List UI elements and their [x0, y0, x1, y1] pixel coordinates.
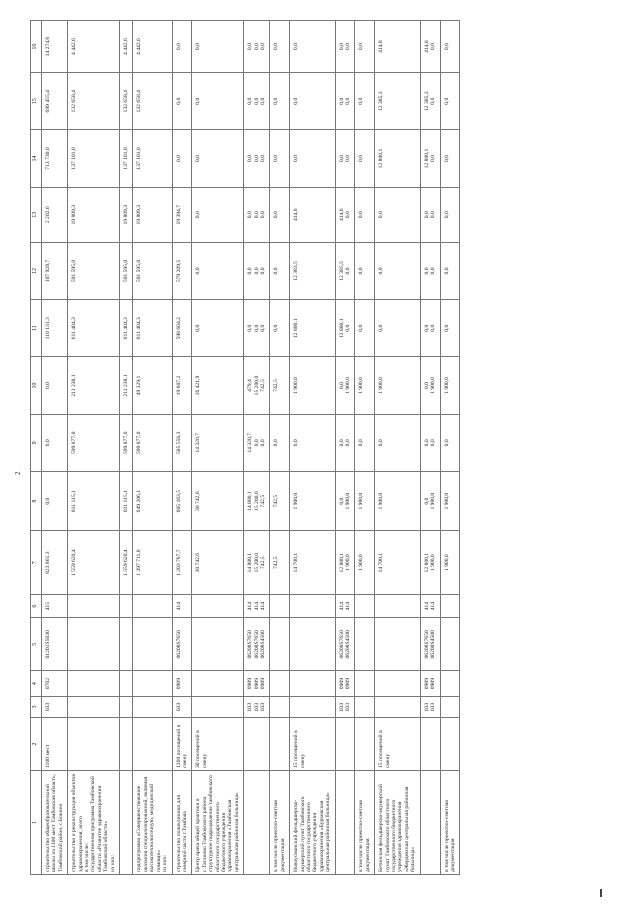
total-cost-cell: 1 559 620,4	[120, 531, 133, 595]
object-name-cell: в том числе проектно-сметная документация	[270, 771, 290, 875]
period-1-total-cell: 811 115,1	[120, 471, 133, 530]
period-1-federal-cell: 585 556,3	[172, 414, 192, 471]
column-number: 6	[31, 595, 42, 618]
total-cost-cell: 823 861,3	[42, 531, 68, 595]
period-2-federal-cell: 0,0	[192, 242, 244, 299]
period-2-federal-cell: 0,0	[270, 242, 290, 299]
period-3-total-cell: 137 101,0	[120, 130, 133, 187]
period-2-total-cell: 12 800,1 0,0	[335, 300, 355, 357]
section-code-cell	[270, 671, 290, 696]
ministry-code-cell	[192, 696, 244, 717]
period-3-regional-cell: 4 442,6	[133, 21, 172, 73]
column-number: 15	[31, 73, 42, 130]
period-2-federal-cell: 12 385,5 0,0	[335, 242, 355, 299]
total-cost-cell: 1 559 620,4	[68, 531, 120, 595]
period-1-regional-cell: 0,0 1 900,0	[335, 357, 355, 414]
period-3-total-cell: 0,0	[355, 130, 375, 187]
period-3-federal-cell: 12 385,3 0,0	[420, 73, 440, 130]
object-name-cell	[335, 771, 355, 875]
period-2-regional-cell: 0,0	[270, 187, 290, 242]
section-code-cell	[192, 671, 244, 696]
total-cost-cell: 14 800,1 15 200,0 742,5	[244, 531, 270, 595]
total-cost-cell: 1 397 711,6	[133, 531, 172, 595]
section-code-cell	[355, 671, 375, 696]
period-2-federal-cell: 12 383,5	[290, 242, 335, 299]
column-number: 1	[31, 771, 42, 875]
period-2-total-cell: 611 404,3	[120, 300, 133, 357]
capacity-cell	[420, 718, 440, 771]
capacity-cell	[335, 718, 355, 771]
ministry-code-cell	[120, 696, 133, 717]
section-code-cell	[133, 671, 172, 696]
period-3-regional-cell: 0,0	[440, 21, 460, 73]
period-2-regional-cell: 0,0	[192, 187, 244, 242]
capacity-cell	[133, 718, 172, 771]
period-3-federal-cell: 0,0 0,0 0,0	[244, 73, 270, 130]
column-number: 8	[31, 471, 42, 530]
period-3-total-cell: 0,0 0,0 0,0	[244, 130, 270, 187]
capacity-cell	[270, 718, 290, 771]
period-1-total-cell: 649 206,1	[133, 471, 172, 530]
capacity-cell	[244, 718, 270, 771]
period-1-total-cell: 0,0 1 900,0	[335, 471, 355, 530]
table-row	[375, 21, 420, 875]
target-article-cell	[68, 618, 120, 671]
expense-type-cell	[440, 595, 460, 618]
expense-type-cell	[270, 595, 290, 618]
period-3-federal-cell: 132 658,4	[120, 73, 133, 130]
column-number: 14	[31, 130, 42, 187]
section-code-cell: 0909	[172, 671, 192, 696]
period-1-regional-cell: 211 238,1	[120, 357, 133, 414]
period-2-regional-cell: 414,6	[290, 187, 335, 242]
column-number: 9	[31, 414, 42, 471]
table-row	[355, 21, 375, 875]
period-1-regional-cell: 16 421,9	[192, 357, 244, 414]
capacity-cell	[355, 718, 375, 771]
expense-type-cell	[192, 595, 244, 618]
period-1-federal-cell: 14 320,7	[192, 414, 244, 471]
column-number-row	[31, 21, 42, 875]
period-2-regional-cell: 414,6 0,0	[335, 187, 355, 242]
period-1-federal-cell: 14 320,7 0,0 0,0	[244, 414, 270, 471]
section-code-cell: 0909 0909	[420, 671, 440, 696]
period-2-regional-cell: 19 809,3	[68, 187, 120, 242]
period-2-federal-cell: 0,0	[355, 242, 375, 299]
column-number: 12	[31, 242, 42, 299]
period-3-regional-cell: 4 442,6	[120, 21, 133, 73]
target-article-cell	[133, 618, 172, 671]
period-1-total-cell: 1 900,0	[375, 471, 420, 530]
table-row	[68, 21, 120, 875]
period-3-federal-cell: 132 658,4	[68, 73, 120, 130]
expense-type-cell: 414 414	[335, 595, 355, 618]
period-3-total-cell: 12 800,1	[375, 130, 420, 187]
scan-mark	[600, 889, 602, 897]
period-2-federal-cell: 0,0 0,0	[420, 242, 440, 299]
period-2-total-cell: 110 131,3	[42, 300, 68, 357]
period-3-regional-cell: 0,0 0,0	[335, 21, 355, 73]
total-cost-cell: 1 900,0	[440, 531, 460, 595]
period-1-federal-cell: 0,0	[290, 414, 335, 471]
period-3-federal-cell: 0,0	[172, 73, 192, 130]
period-1-regional-cell: 1 900,0	[355, 357, 375, 414]
period-3-regional-cell: 0,0 0,0 0,0	[244, 21, 270, 73]
object-name-cell: Бетинская фельдшерско-акушерский пункт Тамбовского областного государственного бюджетного учреждения здравоохранения «Жердевская центральная районная больница»	[375, 771, 420, 875]
period-3-federal-cell: 0,0	[355, 73, 375, 130]
total-cost-cell: 12 800,1 1 900,0	[335, 531, 355, 595]
period-2-total-cell: 611 404,3	[133, 300, 172, 357]
period-1-total-cell: 0,0	[42, 471, 68, 530]
table-row	[192, 21, 244, 875]
object-name-cell: строительство и реконструкция объектов здравоохранения, всего в том числе: государственная программа Тамбовской области «Развитие здравоохранения Тамбовской области» из них:	[68, 771, 120, 875]
period-1-federal-cell: 0,0 0,0	[420, 414, 440, 471]
table-row	[335, 21, 355, 875]
section-code-cell	[290, 671, 335, 696]
period-1-total-cell: 1 900,0	[290, 471, 335, 530]
expense-type-cell: 414	[172, 595, 192, 618]
object-name-cell: в том числе проектно-сметная документация	[355, 771, 375, 875]
period-2-regional-cell: 0,0 0,0	[420, 187, 440, 242]
period-2-regional-cell: 19 809,3	[120, 187, 133, 242]
period-2-total-cell: 0,0	[355, 300, 375, 357]
capacity-cell	[120, 718, 133, 771]
period-3-federal-cell: 132 658,4	[133, 73, 172, 130]
capacity-cell: 15 посещений в смену	[290, 718, 335, 771]
ministry-code-cell	[290, 696, 335, 717]
period-2-regional-cell: 0,0	[440, 187, 460, 242]
period-1-regional-cell: 0,0	[42, 357, 68, 414]
period-3-federal-cell: 0,0	[192, 73, 244, 130]
period-2-federal-cell: 0,0	[375, 242, 420, 299]
period-3-total-cell: 0,0	[172, 130, 192, 187]
period-1-regional-cell: 211 238,1	[68, 357, 120, 414]
period-2-total-cell: 0,0 0,0	[420, 300, 440, 357]
expense-type-cell: 414 414	[420, 595, 440, 618]
ministry-code-cell: 033 033	[335, 696, 355, 717]
period-1-regional-cell: 0,0 1 900,0	[420, 357, 440, 414]
period-1-total-cell: 742,5	[270, 471, 290, 530]
ministry-code-cell	[68, 696, 120, 717]
capacity-cell: 15 посещений в смену	[375, 718, 420, 771]
period-1-total-cell: 0,0 1 900,0	[420, 471, 440, 530]
object-name-cell: строительство поликлиники для северной части г.Тамбова	[172, 771, 192, 875]
target-article-cell: 06208S7650 06208S4500	[335, 618, 355, 671]
table-row	[172, 21, 192, 875]
period-2-regional-cell: 19 809,3	[133, 187, 172, 242]
period-2-federal-cell: 107 928,7	[42, 242, 68, 299]
capacity-cell: 30 посещений в смену	[192, 718, 244, 771]
total-cost-cell: 12 800,1 1 900,0	[420, 531, 440, 595]
period-2-federal-cell: 0,0 0,0 0,0	[244, 242, 270, 299]
period-3-federal-cell: 0,0 0,0	[335, 73, 355, 130]
period-1-regional-cell: 742,5	[270, 357, 290, 414]
period-3-federal-cell: 0,0	[290, 73, 335, 130]
period-1-federal-cell: 0,0	[375, 414, 420, 471]
period-3-total-cell: 137 101,0	[133, 130, 172, 187]
period-2-total-cell: 611 404,3	[68, 300, 120, 357]
period-3-total-cell: 137 101,0	[68, 130, 120, 187]
period-3-regional-cell: 0,0	[192, 21, 244, 73]
expense-type-cell	[133, 595, 172, 618]
period-3-regional-cell: 0,0	[270, 21, 290, 73]
capital-investment-table	[30, 20, 460, 875]
period-3-federal-cell: 0,0	[440, 73, 460, 130]
period-1-regional-cell: 19 607,2	[172, 357, 192, 414]
table-row	[290, 21, 335, 875]
period-1-federal-cell: 599 877,0	[68, 414, 120, 471]
target-article-cell	[375, 618, 420, 671]
total-cost-cell: 1 900,0	[355, 531, 375, 595]
capacity-cell	[440, 718, 460, 771]
ministry-code-cell	[355, 696, 375, 717]
period-2-total-cell: 598 604,2	[172, 300, 192, 357]
period-2-regional-cell: 0,0 0,0 0,0	[244, 187, 270, 242]
period-2-regional-cell: 2 202,6	[42, 187, 68, 242]
period-3-total-cell: 0,0	[290, 130, 335, 187]
column-number: 10	[31, 357, 42, 414]
total-cost-cell: 742,5	[270, 531, 290, 595]
column-number: 5	[31, 618, 42, 671]
total-cost-cell: 1 203 767,7	[172, 531, 192, 595]
ministry-code-cell	[133, 696, 172, 717]
period-2-federal-cell: 591 595,0	[133, 242, 172, 299]
object-name-cell	[120, 771, 133, 875]
period-3-regional-cell: 0,0	[290, 21, 335, 73]
expense-type-cell	[375, 595, 420, 618]
object-name-cell	[244, 771, 270, 875]
period-1-total-cell: 30 742,6	[192, 471, 244, 530]
expense-type-cell	[355, 595, 375, 618]
period-2-federal-cell: 0,0	[440, 242, 460, 299]
target-article-cell: 06208S7650 06208S7650 06208S4500	[244, 618, 270, 671]
column-number: 7	[31, 531, 42, 595]
period-3-regional-cell: 414,8	[375, 21, 420, 73]
ministry-code-cell: 033 033 033	[244, 696, 270, 717]
period-3-regional-cell: 0,0	[355, 21, 375, 73]
period-3-federal-cell: 699 455,4	[42, 73, 68, 130]
ministry-code-cell	[375, 696, 420, 717]
period-3-total-cell: 0,0 0,0	[335, 130, 355, 187]
ministry-code-cell: 033 033	[420, 696, 440, 717]
column-number: 16	[31, 21, 42, 73]
period-1-federal-cell: 0,0	[270, 414, 290, 471]
object-name-cell: подпрограмма «Совершенствование оказания специализированной, включая высокотехнологичную, медицинской помощи» из них:	[133, 771, 172, 875]
section-code-cell	[440, 671, 460, 696]
object-name-cell: Новоусманский фельдшерско-акушерский пункт Тамбовского областного государственного бюджетного учреждения здравоохранения «Бурковская центральная районная больница»	[290, 771, 335, 875]
capacity-cell	[68, 718, 120, 771]
expense-type-cell	[68, 595, 120, 618]
period-2-total-cell: 0,0	[192, 300, 244, 357]
page-number: 2	[14, 471, 22, 475]
total-cost-cell: 14 700,1	[290, 531, 335, 595]
period-3-regional-cell: 4 442,6	[68, 21, 120, 73]
period-3-regional-cell: 414,8 0,0	[420, 21, 440, 73]
target-article-cell	[120, 618, 133, 671]
period-2-total-cell: 0,0	[375, 300, 420, 357]
ministry-code-cell: 033	[42, 696, 68, 717]
period-1-regional-cell: 479,4 15 200,0 742,5	[244, 357, 270, 414]
period-1-total-cell: 14 800,1 15 200,0 742,5	[244, 471, 270, 530]
target-article-cell: 01201S5030	[42, 618, 68, 671]
target-article-cell: 06208S7650 06208S4500	[420, 618, 440, 671]
object-name-cell: в том числе проектно-сметная документация	[440, 771, 460, 875]
expense-type-cell: 415	[42, 595, 68, 618]
section-code-cell	[68, 671, 120, 696]
period-1-federal-cell: 0,0	[42, 414, 68, 471]
target-article-cell	[270, 618, 290, 671]
column-number: 13	[31, 187, 42, 242]
section-code-cell	[120, 671, 133, 696]
period-1-regional-cell: 1 900,0	[290, 357, 335, 414]
period-1-total-cell: 811 115,1	[68, 471, 120, 530]
capacity-cell: 1100 мест	[42, 718, 68, 771]
period-1-regional-cell: 1 900,0	[440, 357, 460, 414]
expense-type-cell: 414 414 414	[244, 595, 270, 618]
period-3-regional-cell: 0,0	[172, 21, 192, 73]
table-row	[420, 21, 440, 875]
column-number: 11	[31, 300, 42, 357]
ministry-code-cell: 033	[172, 696, 192, 717]
table-row	[120, 21, 133, 875]
table-row	[133, 21, 172, 875]
period-1-federal-cell: 0,0	[440, 414, 460, 471]
period-1-regional-cell: 1 900,0	[375, 357, 420, 414]
period-2-federal-cell: 579 209,5	[172, 242, 192, 299]
section-code-cell: 0909 0909 0909	[244, 671, 270, 696]
column-number: 4	[31, 671, 42, 696]
column-number: 2	[31, 718, 42, 771]
period-3-federal-cell: 0,0	[270, 73, 290, 130]
expense-type-cell	[290, 595, 335, 618]
target-article-cell: 06208S7650	[172, 618, 192, 671]
target-article-cell	[290, 618, 335, 671]
period-2-regional-cell: 19 394,7	[172, 187, 192, 242]
target-article-cell	[192, 618, 244, 671]
ministry-code-cell	[440, 696, 460, 717]
capacity-cell: 1260 посещений в смену	[172, 718, 192, 771]
target-article-cell	[355, 618, 375, 671]
table-row	[244, 21, 270, 875]
period-3-total-cell: 0,0	[192, 130, 244, 187]
object-name-cell	[420, 771, 440, 875]
expense-type-cell	[120, 595, 133, 618]
period-3-total-cell: 0,0	[440, 130, 460, 187]
total-cost-cell: 30 742,6	[192, 531, 244, 595]
ministry-code-cell	[270, 696, 290, 717]
table-row	[440, 21, 460, 875]
total-cost-cell: 14 700,1	[375, 531, 420, 595]
section-code-cell: 0702	[42, 671, 68, 696]
section-code-cell: 0909 0909	[335, 671, 355, 696]
period-2-total-cell: 0,0 0,0 0,0	[244, 300, 270, 357]
column-number: 3	[31, 696, 42, 717]
period-3-federal-cell: 12 385,3	[375, 73, 420, 130]
period-2-regional-cell: 0,0	[375, 187, 420, 242]
period-1-federal-cell: 599 877,0	[133, 414, 172, 471]
period-3-regional-cell: 14 274,6	[42, 21, 68, 73]
period-2-federal-cell: 591 595,0	[120, 242, 133, 299]
period-2-total-cell: 0,0	[440, 300, 460, 357]
object-name-cell: строительство общеобразовательной школы на 1100 мест Тамбовская область, Тамбовский район, с.Бокино	[42, 771, 68, 875]
period-3-total-cell: 12 800,1 0,0	[420, 130, 440, 187]
period-1-federal-cell: 0,0	[355, 414, 375, 471]
period-1-federal-cell: 599 877,0	[120, 414, 133, 471]
period-3-total-cell: 0,0	[270, 130, 290, 187]
period-1-total-cell: 1 900,0	[440, 471, 460, 530]
period-1-total-cell: 605 163,5	[172, 471, 192, 530]
period-1-federal-cell: 0,0 0,0	[335, 414, 355, 471]
section-code-cell	[375, 671, 420, 696]
period-2-federal-cell: 591 595,0	[68, 242, 120, 299]
period-2-total-cell: 0,0	[270, 300, 290, 357]
period-1-regional-cell: 49 329,1	[133, 357, 172, 414]
period-3-total-cell: 713 730,0	[42, 130, 68, 187]
object-name-cell: Центр врача общей практики в с.Татаново Тамбовского района структурное подразделение тамбовского областного государственного бюджетного учреждения здравоохранения «Тамбовская центральная районная больница»	[192, 771, 244, 875]
period-1-total-cell: 1 900,0	[355, 471, 375, 530]
period-2-total-cell: 12 800,1	[290, 300, 335, 357]
period-2-regional-cell: 0,0	[355, 187, 375, 242]
table-row	[42, 21, 68, 875]
target-article-cell	[440, 618, 460, 671]
table-row	[270, 21, 290, 875]
